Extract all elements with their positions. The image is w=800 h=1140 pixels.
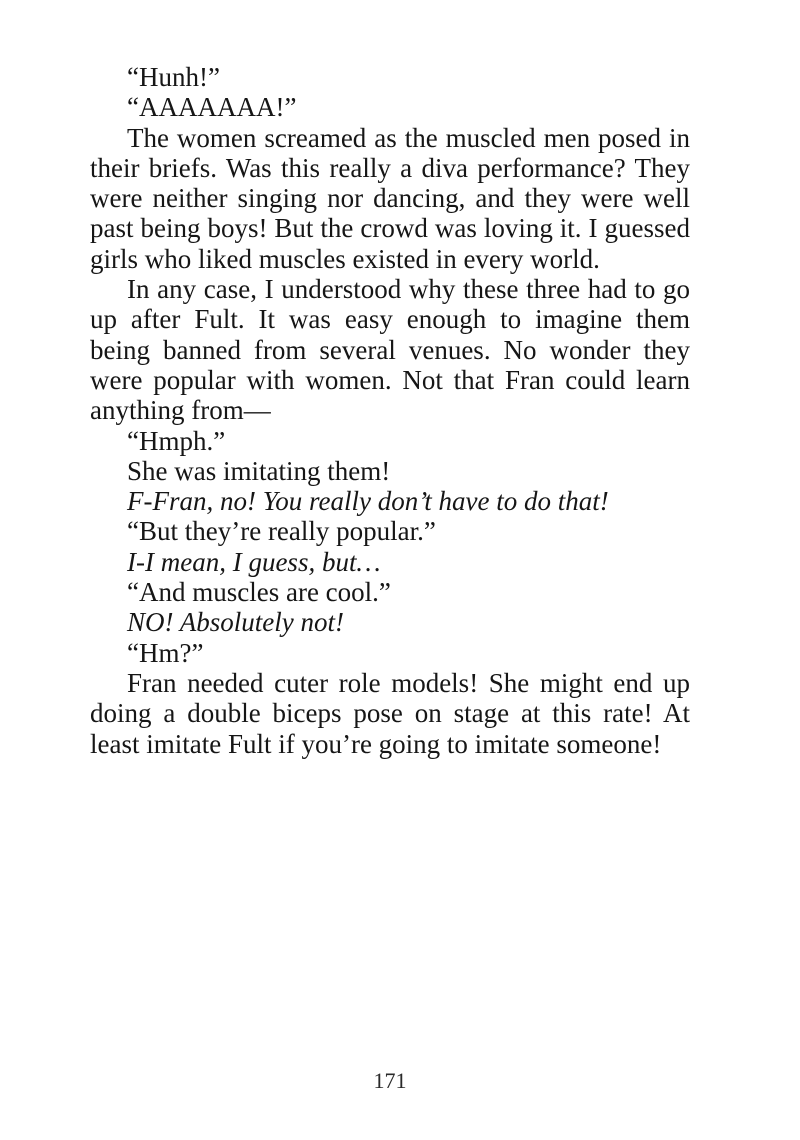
paragraph: “Hmph.”	[127, 425, 226, 456]
page-text	[90, 62, 690, 759]
paragraph: Fran needed cuter role models! She might end up doing a double biceps pose on stage at this rate! At least imitate Fult if you’re going to imitate someone!	[90, 667, 690, 759]
paragraph: I-I mean, I guess, but…	[127, 546, 381, 577]
paragraph: F-Fran, no! You really don’t have to do that!	[127, 486, 609, 517]
paragraph: “But they’re really popular.”	[127, 516, 436, 547]
paragraph: “AAAAAAA!”	[127, 92, 297, 123]
paragraph: NO! Absolutely not!	[127, 607, 344, 638]
page-number: 171	[373, 1068, 407, 1093]
paragraph: In any case, I understood why these three had to go up after Fult. It was easy enough to imagine them being banned from several venues. No wonder they were popular with women. Not that Fran could learn anything from—	[90, 274, 690, 426]
paragraph: “Hunh!”	[127, 62, 220, 92]
paragraph: “And muscles are cool.”	[127, 577, 391, 608]
paragraph: She was imitating them!	[127, 455, 391, 486]
paragraph: “Hm?”	[127, 637, 204, 668]
paragraph: The women screamed as the muscled men posed in their briefs. Was this really a diva performance? They were neither singing nor dancing, and they were well past being boys! But the crowd was loving it. I guessed girls who liked muscles existed in every world.	[90, 122, 690, 274]
